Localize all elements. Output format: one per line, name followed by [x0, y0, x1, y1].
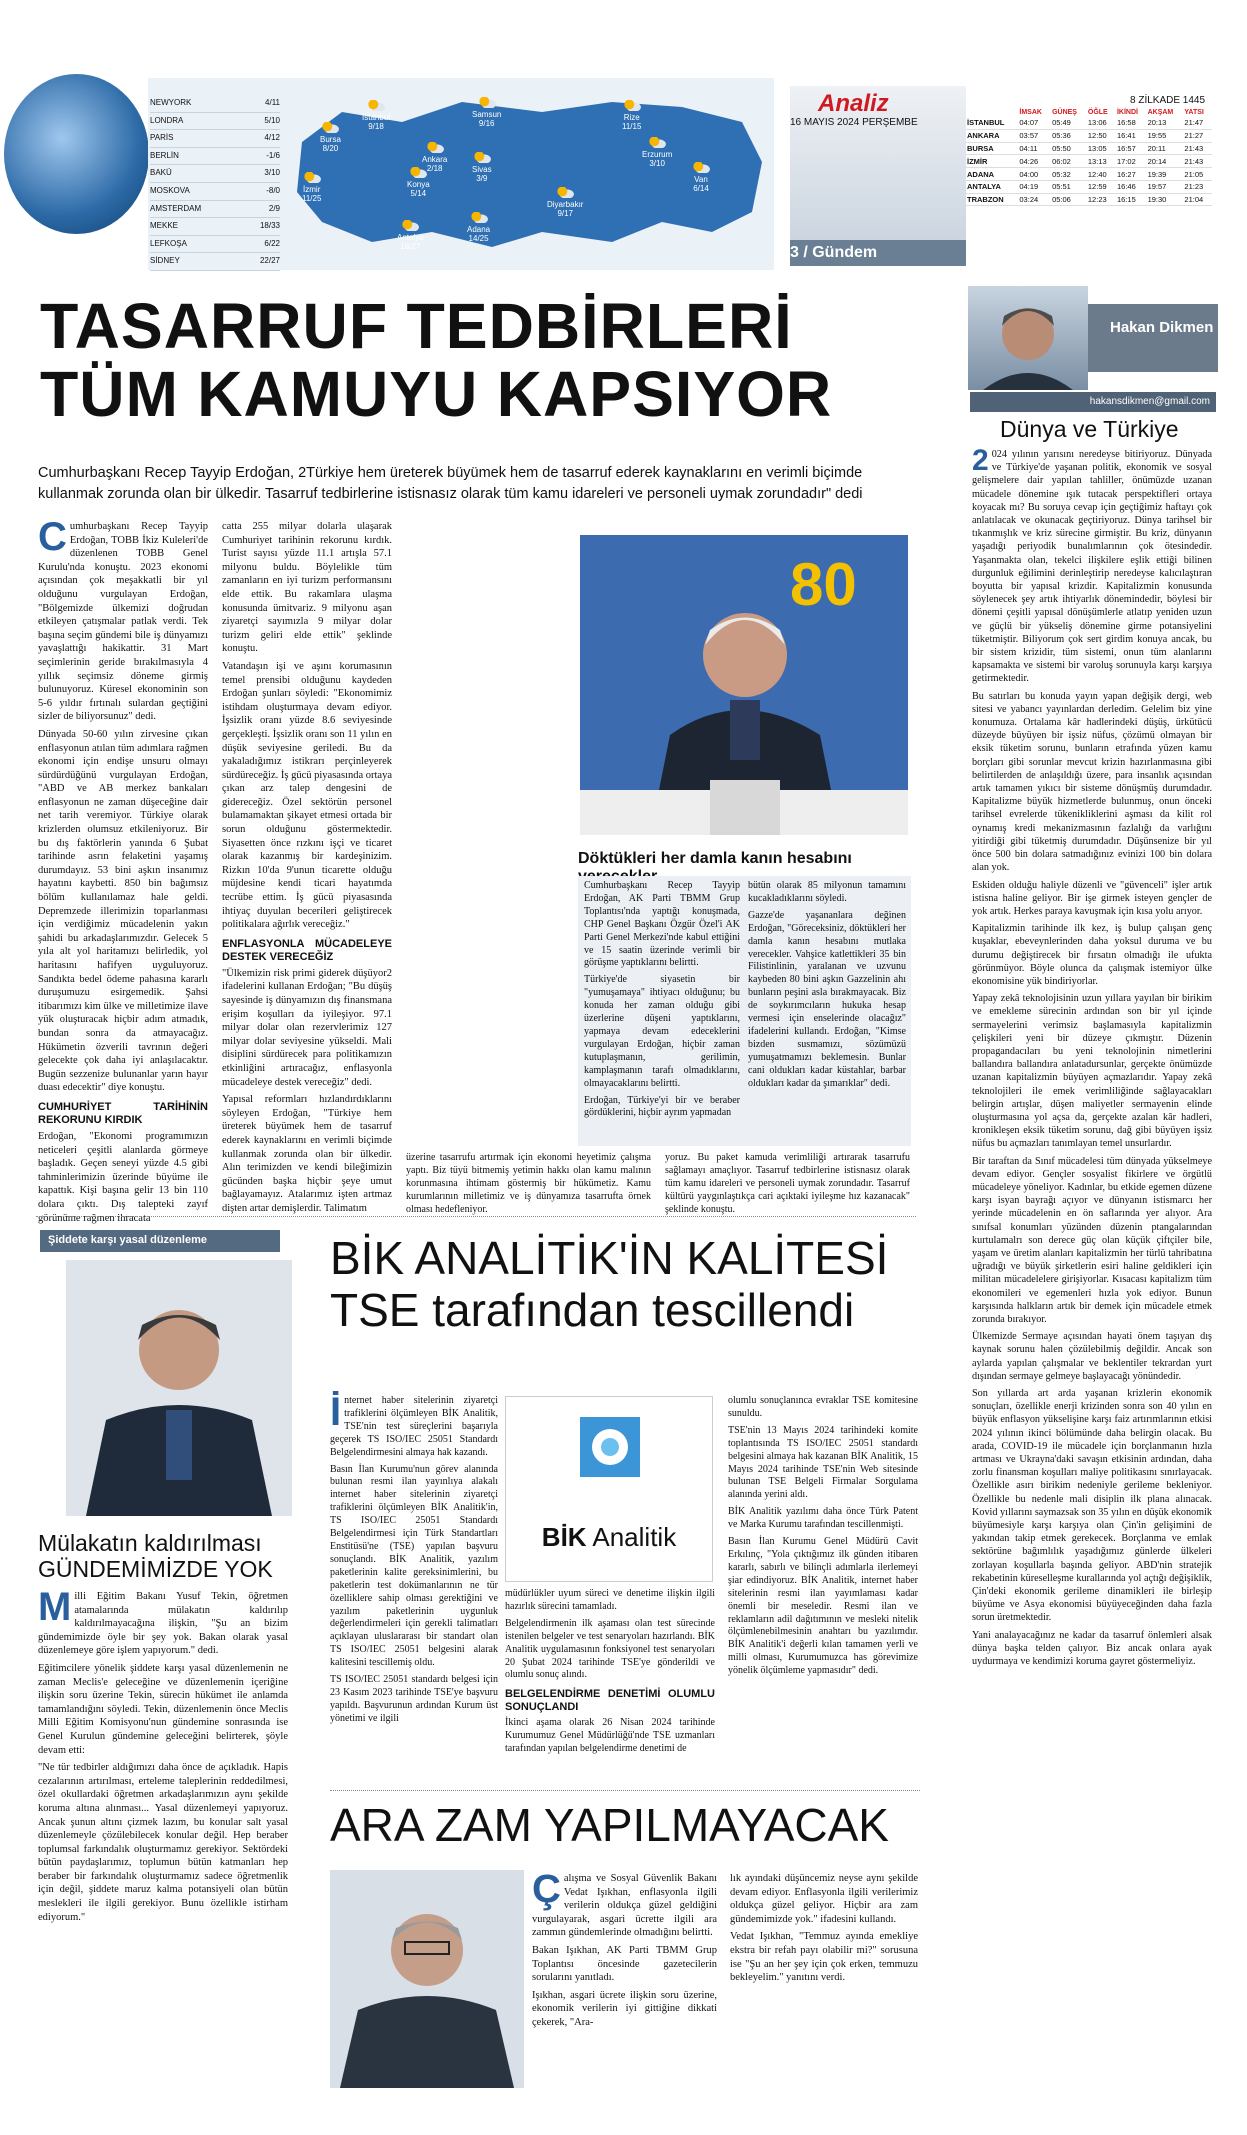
paragraph: nternet haber sitelerinin ziyaretçi trafiklerini ölçümleyen BİK Analitik, TSE'nin test süreçlerini başarıyla geçerek TS ISO/IEC 25051 Standardı Belgelendirmesini almaya hak kazandı. [330, 1395, 498, 1458]
prayer-row [966, 155, 1212, 168]
turkey-city-weather [622, 100, 641, 131]
prayer-time: 04:00 [1018, 168, 1051, 181]
paragraph: Basın İlan Kurumu Genel Müdürü Cavit Erkılınç, "Yola çıktığımız ilk günden itibaren kararlı, sabırlı ve bilinçli adımlarla ilerlemeyi şiar edindiyoruz. BİK Analitik, internet haber sitelerinin resmi ilan yayımlaması kadar önemli bir meseledir. Resmi ilan ve reklamların adil dağıtımının ve mesleki nitelik ölçümlenebilmesinin anahtarı bu yazılımdır. BİK Analitik'i değerli kılan tamamen yerli ve milli olması, Kurumumuzca has görevimize yönelik ölçümleme yapmasıdır" dedi. [728, 1536, 918, 1677]
world-temp: 4/12 [264, 133, 280, 143]
turkey-city-temp: 11/25 [302, 194, 322, 203]
paragraph: Son yıllarda art arda yaşanan krizlerin ekonomik sonuçları, özellikle enerji krizinden sonra son 40 yılın en büyük enflasyon yükselişine karşı faiz artırımlarının etkisi 2024 yılının ikinci bölümünde daha belirgin olacak. Bu arada, COVID-19 ile mücadele için borçlanmanın hızla artması ve Ukrayna'daki savaşın etkisinin ardından, daha zorlu finansman koşulları maliye politikasını sınırlayacak. Özellikle asırı birikim nedeniyle gerileme bekleniyor. Özellikle bu nedenle mali disiplin ilk plana alınacak. Kovid yıllarını saymazsak son 35 yılın en düşük ekonomik büyümesiyle karşı karşıya olan Çin'in gelişimini de yakından takip etmek gerekecek. Borçlanma ve emlak sektörüne bağımlılık yaşadığımız günlerde ülkeleri zorlayan koşullarla başında geliyor. ABD'nin stratejik rekabetinin küreselleşme kurallarında yol açtığı değişiklik, Çin'deki ekonomik gerileme dinamikleri ile birleşip büyüme ve Asya ekonomisi büyüyeceğinden daha fazla sorun üretmektedir. [972, 1388, 1212, 1624]
prayer-time: 04:07 [1018, 117, 1051, 129]
prayer-time: 06:02 [1051, 155, 1087, 168]
divider [330, 1790, 920, 1791]
zam-column-1 [532, 1867, 717, 2034]
paragraph: bütün olarak 85 milyonun tamamını kucakladıklarını söyledi. [748, 880, 906, 904]
tekin-headline: Mülakatın kaldırılması GÜNDEMİMİZDE YOK [38, 1530, 273, 1582]
main-column-3 [406, 1152, 651, 1221]
tekin-figure [66, 1260, 292, 1516]
world-temp: 2/9 [268, 203, 280, 213]
world-weather-row [150, 236, 280, 254]
prayer-time: 19:57 [1147, 180, 1184, 193]
turkey-city-weather [320, 122, 341, 153]
weather-icon [692, 162, 710, 173]
paragraph: Türkiye'de siyasetin bir "yumuşamaya" ihtiyacı olduğunu; bu konuda her zaman olduğu gibi üzerlerine düşeni yaptıklarını, yapmaya devam edeceklerini vurgulayan Erdoğan, hiçbir zaman kutuplaşmanın, gerilimin, kamplaşmanın tarafı olmadıklarını, olmayacaklarını belirtti. [584, 974, 740, 1089]
bik-logo-analitik: Analitik [592, 1522, 677, 1552]
turkey-city-name: Ankara [422, 155, 448, 164]
prayer-time: 05:50 [1051, 142, 1087, 155]
prayer-time: 12:59 [1087, 180, 1116, 193]
bik-headline-line1: BİK ANALİTİK'İN KALİTESİ [330, 1232, 889, 1284]
paragraph: alışma ve Sosyal Güvenlik Bakanı Vedat Işıkhan, enflasyonla ilgili verilerin oldukça güzel geldiğini vurgulayarak, asgari ücrette ilgili ara zammın gündemlerinde olmadığını belirtti. [532, 1873, 717, 1939]
prayer-time: 05:06 [1051, 193, 1087, 206]
prayer-time: 21:47 [1183, 117, 1212, 129]
tekin-photo [66, 1260, 292, 1516]
prayer-time: 19:39 [1147, 168, 1184, 181]
author-email: hakansdikmen@gmail.com [970, 392, 1216, 412]
prayer-time: 16:27 [1116, 168, 1147, 181]
turkey-city-weather [472, 97, 501, 128]
author-figure [968, 286, 1088, 390]
paragraph: illi Eğitim Bakanı Yusuf Tekin, öğretmen atamalarında mülakatın kaldırılıp kaldırılmayacağına ilişkin, "Şu an bizim gündemimizde öyle bir şey yok. Bakan olarak yasal düzenlemeye göre işlem yapıyorum." dedi. [38, 1591, 288, 1657]
prayer-city: ANTALYA [966, 180, 1018, 193]
world-weather-list [150, 95, 280, 271]
gaza-headline: Döktükleri her damla kanın hesabını [578, 850, 852, 867]
prayer-time: 19:30 [1147, 193, 1184, 206]
zam-headline: ARA ZAM YAPILMAYACAK [330, 1799, 889, 1851]
prayer-time: 16:57 [1116, 142, 1147, 155]
prayer-time: 13:05 [1087, 142, 1116, 155]
weather-icon [426, 142, 444, 153]
turkey-city-weather [692, 162, 710, 193]
prayer-row [966, 117, 1212, 129]
paragraph: Bir taraftan da Sınıf mücadelesi tüm dünyada yükselmeye devam ediyor. Gençler sosyalist fikirlere ve örgütlü mücadeleye yöneliyor. Kadınlar, bu etkide egemen düzene karşı isyan bayrağı açıyor ve dünyanın istismarcı her yerinde mücadelenin en ön saflarında yer alıyor. Ara sınıfsal konumları yüzünden düzenin ptangalarından kurtulamalrı son derece güç olan küçük çiftçiler bile, yaşam ve üretim alanları kapitalizmin her türlü tahribatına uğradığı ve büyük şirketlerin esiri haline geldikleri için militan mücadelelere girişiyorlar. Kısacası kapitalizm tüm ekonomileri ve egemenleri hızla yok ediyor. Bunun karşısında halkların artık bir demek için mücadele etmek zorunda bırakıyor. [972, 1155, 1212, 1325]
world-temp: 6/22 [264, 238, 280, 248]
main-deck: Cumhurbaşkanı Recep Tayyip Erdoğan, 2Türkiye hem üreterek büyümek hem de tasarruf ederek kaynaklarını en verimli biçimde kullanmak zorunda olan bir ülkedir. Tasarruf tedbirlerine istisnasız olarak tüm kamu idareleri ve personeli uymak zorundadır" dedi [38, 465, 863, 502]
world-city: SİDNEY [150, 256, 180, 266]
weather-icon [409, 167, 427, 178]
prayer-row [966, 193, 1212, 206]
weather-icon [648, 137, 666, 148]
section-label: 3 / Gündem [790, 244, 878, 261]
world-temp: -8/0 [266, 185, 280, 195]
turkey-city-temp: 18/27 [400, 242, 421, 251]
zam-column-2 [730, 1872, 918, 1989]
prayer-row [966, 180, 1212, 193]
turkey-city-weather [472, 152, 492, 183]
world-temp: 4/11 [265, 98, 280, 107]
prayer-city: ANKARA [966, 129, 1018, 142]
paragraph: olumlu sonuçlanınca evraklar TSE komitesine sunuldu. [728, 1395, 918, 1419]
weather-icon [303, 172, 321, 183]
main-column-1 [38, 515, 208, 1229]
prayer-time: 21:43 [1183, 142, 1212, 155]
prayer-row [966, 142, 1212, 155]
prayer-header: AKŞAM [1147, 109, 1174, 116]
turkey-city-name: Erzurum [642, 150, 673, 159]
prayer-city: TRABZON [966, 193, 1018, 206]
erdogan-figure [580, 535, 908, 835]
turkey-city-weather [467, 212, 490, 243]
turkey-city-weather [397, 220, 424, 251]
paragraph: Yapay zekâ teknolojisinin uzun yıllara yayılan bir birikim ve emekleme sürecinin ardından son bir yıl içinde sermayelerini verimsiz başlamasıyla kapitalizmin çelişkileri yeni bir düzeye çıkmıştır. Düzenin propagandacıları bu yeni teknolojinin nimetlerini ballandıra ballandıra anlatadursunlar, gerçekte önümüzde uzanan kapitalizmin büyüyen açmazlarıdır. Yapay zekâ teknolojileri ile emek verimliliğinde sağlayacakları belirgin artışlar, düşen maliyetler sermayenin elinde oluşturmasına yol açsa da, gerçekte azalan kâr hadleri, kronikleşen eksik tüketim sorunu, dağ gibi büyüyen işsiz nüfus bu açmazları tanımlayan temel unsurlardır. [972, 993, 1212, 1150]
world-weather-row [150, 218, 280, 236]
author-name: Hakan Dikmen [1110, 319, 1214, 336]
paragraph: Işıkhan, asgari ücrete ilişkin soru üzerine, ekonomik verilerin iyi gittiğine dikkati çekerek, "Ara- [532, 1989, 717, 2028]
prayer-city: İZMİR [966, 155, 1018, 168]
weather-icon [367, 100, 385, 111]
paragraph: catta 255 milyar dolarla ulaşarak Cumhuriyet tarihinin rekorunu kırdık. Turist sayısı yüzde 11.1 artışla 57.1 milyonu buldu. Böylelikle tüm zamanların en iyi turizm performansını elde ettik. Bu rakamlara ulaşma konusunda ümitvariz. 9 milyonu aşan ziyaretçi sayımızla 9 milyar dolar turizm geliri elde ettik" şeklinde konuştu. [222, 521, 392, 655]
prayer-time: 20:13 [1147, 117, 1184, 129]
prayer-time: 04:26 [1018, 155, 1051, 168]
divider [36, 1216, 916, 1217]
paragraph: Bu satırları bu konuda yayın yapan değişik dergi, web sitesi ve yabancı yayınlardan derledim. Gelelim biz yine konumuza. Ortalama kâr hadlerindeki düşüş, ürkütücü düzeyde büyüyen bir işsiz nüfus, çözümü olmayan bir eksik tüketim sorunu, bunların etrafında yüzen kamu borçları gibi sorunlar mevcut krizin hazırlanmasına gibi belirtilerden de anlaşıldığı üzere, para insanlık açısından artık tamamen yıkıcı bir sisteme dönüşmüş durumdadır. Kapitalizme büyük hizmetlerde bulunmuş, onun önceki tarihsel evrelerde tükenikliklerini aşması da kilit rol oynamış kredi mekanizmasının fazlalığı da varlığını yitirdiği gibi tüketmiş durumdadır. Düşünsenize bir yıl önce 500 bin dolara satmadığınız evinizi 100 bin dolara alan yok. [972, 690, 1212, 874]
subheading: ENFLASYONLA MÜCADELEYE DESTEK VERECEĞİZ [222, 937, 392, 963]
prayer-time: 12:50 [1087, 129, 1116, 142]
turkey-city-temp: 9/18 [368, 122, 384, 131]
prayer-header: İKİNDİ [1116, 109, 1138, 116]
bik-column-3 [728, 1395, 918, 1682]
column-title: Dünya ve Türkiye [1000, 416, 1179, 442]
paragraph: Kapitalizmin tarihinde ilk kez, iş bulup çalışan genç kuşaklar, ebeveynlerinden daha yoksul duruma ve bu durumu değiştirecek bir fırsatın olmadığı ile ufukta görünmüyor. Böyle olunca da çalışmak istemiyor ülke ekonomisine yük bindiriyorlar. [972, 923, 1212, 987]
paragraph: müdürlükler uyum süreci ve denetime ilişkin ilgili hazırlık sürecini tamamladı. [505, 1588, 715, 1612]
paragraph: umhurbaşkanı Recep Tayyip Erdoğan, TOBB İkiz Kuleleri'de düzenlenen TOBB Genel Kurulu'nda konuştu. 2023 ekonomi açısından çok meşakkatli bir yıl olduğunu vurgulayan Erdoğan, "Bölgemizde ülkemizi doğrudan etkileyen çatışmalar patlak verdi. Tek başına seçim gündemi bile iş dünyamızı yavaşlattığı hakikattir. 31 Mart seçimlerinin geride bırakılmasıyla 4 yıllık seçimsiz döneme girmiş bulunuyoruz. Küresel ekonominin son 5-6 yıldır fırtınalı sulardan geçtiğini sizler de biliyorsunuz" dedi. [38, 521, 208, 723]
paragraph: Eğitimcilere yönelik şiddete karşı yasal düzenlemenin ne zaman Meclis'e geleceğine ve düzenlemenin içeriğine ilişkin soru üzerine Tekin, sürecin hükümet ile anlamda tamamlandığını söyledi. Tekin, düzenlemenin önce Meclis Milli Eğitim Komisyonu'nun gündemine sonrasında ise Genel Kurulun gündemine geleceğini belirterek, şöyle devam etti: [38, 1662, 288, 1756]
turkey-city-weather [302, 172, 321, 203]
bik-logo-text [506, 1522, 712, 1552]
prayer-city: BURSA [966, 142, 1018, 155]
author-photo [968, 286, 1088, 390]
prayer-row [966, 129, 1212, 142]
prayer-time: 21:43 [1183, 155, 1212, 168]
hijri-date: 8 ZİLKADE 1445 [1130, 95, 1206, 106]
weather-icon [556, 187, 574, 198]
main-column-4 [665, 1152, 910, 1221]
paragraph: Erdoğan, Türkiye'yi bir ve beraber gördüklerini, hiçbir ayrım yapmadan [584, 1094, 740, 1119]
prayer-time: 13:13 [1087, 155, 1116, 168]
turkey-city-name: Rize [623, 113, 640, 122]
prayer-time: 04:19 [1018, 180, 1051, 193]
paragraph: BİK Analitik yazılımı daha önce Türk Patent ve Marka Kurumu tarafından tescillenmişti. [728, 1506, 918, 1531]
prayer-city: ADANA [966, 168, 1018, 181]
paragraph: Belgelendirmenin ilk aşaması olan test sürecinde istenilen belgeler ve test senaryoları hazırlandı. BİK Analitik uygulamasının fonksiyonel test senaryoları 20 Şubat 2024 tarihinde TSE'ye gönderildi ve olumlu sonuç alındı. [505, 1617, 715, 1681]
turkey-city-temp: 6/14 [693, 184, 709, 193]
bik-column-2 [505, 1588, 715, 1760]
turkey-weather-map [282, 82, 772, 267]
issue-date: 16 MAYIS 2024 PERŞEMBE [790, 117, 918, 128]
world-weather-row [150, 201, 280, 219]
dropcap: 2 [972, 444, 989, 477]
world-city: AMSTERDAM [150, 203, 202, 213]
section-tag: Şiddete karşı yasal düzenleme [40, 1230, 280, 1252]
paragraph: Ülkemizde Sermaye açısından hayati önem taşıyan dış kaynak sorunu halen çözülebilmiş değildir. Ancak son aylarda yapılan çalışmalar ve beklentiler tekrardan yurt dışından sermaye gelmeye başlayacağı yönündedir. [972, 1331, 1212, 1382]
world-city: MOSKOVA [150, 185, 190, 195]
opinion-column [972, 444, 1212, 1672]
prayer-header: YATSI [1184, 109, 1204, 116]
world-temp: -1/6 [266, 150, 280, 160]
erdogan-photo [580, 535, 908, 835]
world-city: NEWYORK [150, 98, 192, 107]
prayer-time: 03:57 [1018, 129, 1051, 142]
world-city: MEKKE [150, 221, 179, 231]
prayer-header: ÖĞLE [1087, 109, 1108, 116]
isikhan-figure [330, 1870, 524, 2088]
prayer-time: 16:41 [1116, 129, 1147, 142]
subheading: CUMHURİYET TARİHİNİN REKORUNU KIRDIK [38, 1100, 208, 1126]
bik-column-1 [330, 1390, 498, 1730]
prayer-time: 21:04 [1183, 193, 1212, 206]
prayer-time: 03:24 [1018, 193, 1051, 206]
turkey-city-temp: 3/10 [649, 159, 665, 168]
prayer-time: 05:49 [1051, 117, 1087, 129]
prayer-time: 13:06 [1087, 117, 1116, 129]
paragraph: TS ISO/IEC 25051 standardı belgesi için 23 Kasım 2023 tarihinde TSE'ye başvuru yapıldı. Başvurunun ardından Kurum üst yönetimi ve ilgili [330, 1674, 498, 1724]
turkey-city-name: Sivas [472, 165, 492, 174]
paragraph: Erdoğan, "Ekonomi programımızın neticeleri çeşitli alanlarda görmeye başladık. Geçen seneyi yüzde 4.5 gibi tahminlerimizin üzerinde büyüme ile kapattık. Kişi başına gelir 13 bin 110 dolara çıktı. Dış talepteki zayıf görünüme rağmen ihracata [38, 1130, 208, 1224]
weather-icon [623, 100, 641, 111]
paragraph: Vedat Işıkhan, "Temmuz ayında emekliye ekstra bir refah payı olabilir mi?" sorusuna ise "Şu an her şey için çok erken, temmuzu bekleyelim." yanıtını verdi. [730, 1931, 918, 1984]
prayer-city: İSTANBUL [966, 117, 1018, 129]
prayer-time: 21:27 [1183, 129, 1212, 142]
turkey-city-temp: 9/17 [557, 209, 574, 218]
turkey-city-temp: 9/16 [478, 119, 495, 128]
paragraph: Vatandaşın işi ve aşını korumasının temel prensibi olduğunu kaydeden Erdoğan şunları söyledi: "Ekonomimiz istihdam oluşturmaya devam ediyor. İşsizlik oranı yüzde 8.6 seviyesinde gerçekleşti. İşsizlik oranı son 11 yılın en düşük seviyesine geriledi. Bu da yakaladığımız istikrarı perçinleyerek sürdüreceğiz. İş gücü piyasasında ortaya çıkan arz talep dengesini de gidereceğiz. Özel sektörün personel bulamamaktan şikayet etmesi ortada bir sorun olduğunu göstermektedir. Siyasetten önce rızkını işçi ve ticaret olarak kazanmış bir kardeşinizim. Rizkın 10'da 9'unun ticarette olduğu müjdesine kendi ticari hayatımda tecrübe ettim. İş gücü piyasasında ihtiyaç duyulan becerileri geliştirecek politikalara ağırlık vereceğiz." [222, 660, 392, 931]
prayer-time: 05:51 [1051, 180, 1087, 193]
world-weather-row [150, 113, 280, 131]
prayer-time: 21:05 [1183, 168, 1212, 181]
prayer-time: 12:40 [1087, 168, 1116, 181]
prayer-time: 05:32 [1051, 168, 1087, 181]
world-city: LONDRA [150, 115, 184, 125]
turkey-city-temp: 5/14 [410, 189, 427, 198]
paragraph: Yapısal reformları hızlandırdıklarını söyleyen Erdoğan, "Türkiye hem üreterek büyümek hem de tasarruf ederek kaynaklarını en verimli biçimde kullanmak zorunda olan bir ülkedir. Alın terimizden ve kendi bileğimizin gücünden başka hiçbir şeye umut bağlayamayız. Atalarımız işten artmaz dişten artar demişlerdir. Talimatım [222, 1094, 392, 1214]
world-city: BAKÜ [150, 168, 172, 178]
world-weather-row [150, 183, 280, 201]
turkey-city-temp: 8/20 [322, 144, 339, 153]
turkey-city-temp: 11/15 [622, 122, 642, 131]
world-weather-row [150, 95, 280, 113]
weather-icon [478, 97, 496, 108]
prayer-row [966, 168, 1212, 181]
prayer-time: 05:36 [1051, 129, 1087, 142]
prayer-time: 20:14 [1147, 155, 1184, 168]
turkey-city-name: İstanbul [362, 113, 391, 122]
turkey-city-weather [362, 100, 390, 131]
paragraph: Cumhurbaşkanı Recep Tayyip Erdoğan, AK Parti TBMM Grup Toplantısı'nda yaptığı konuşmada, CHP Genel Başkanı Özgür Özel'i AK Parti Genel Merkezi'nde kabul ettiğini ve 15 saatin üzerinde verimli bir görüşme yaptıklarını belirtti. [584, 880, 740, 969]
prayer-time: 20:11 [1147, 142, 1184, 155]
world-city: LEFKOŞA [150, 238, 187, 248]
dropcap: İ [330, 1390, 342, 1434]
bik-headline [330, 1232, 920, 1336]
paragraph: yoruz. Bu paket kamuda verimliliği artırarak tasarrufu sağlamayı amaçlıyor. Tasarruf tedbirlerine istisnasız olarak tüm kamu idareleri ve personeli uymak zorundadır. Tasarruf kültürü yaygınlaştıkça cari açıktaki iyileşme hız kazanacak" şeklinde konuştu. [665, 1152, 910, 1215]
turkey-city-temp: 3/9 [476, 174, 488, 183]
paragraph: Bakan Işıkhan, AK Parti TBMM Grup Toplantısı öncesinde gazetecilerin sorularını yanıtladı. [532, 1944, 717, 1984]
prayer-header: İMSAK [1019, 109, 1042, 116]
prayer-time: 04:11 [1018, 142, 1051, 155]
paragraph: Dünyada 50-60 yılın zirvesine çıkan enflasyonun atılan tüm adımlara rağmen ekonomi için endişe unsuru olmayı sürdürdüğünü vurgulayan Erdoğan, "ABD ve AB merkez bankaları enflasyonun ne zaman düşeceğine dair net tarih veremiyor. Türkiye olarak krizlerden olumsuz etkileniyoruz. Bir bu dış faktörlerin yanında 6 Şubat tarihinde asrın felaketini yaşamış durumdayız. 53 bini aşkın insanımız hayatını kaybetti. 850 bin bağımsız bölüm kullanılamaz hale geldi. Depremzede illerimizin toparlanması için verdiğimiz mücadelenin yakın şahidi bu arkadaşlarımızdır. Gelecek 5 yıla alt yol haritamızı belirledik, yol haritasını hafifyen uyguluyoruz. Sandıkta bedel ödeme pahasına kararlı duruşumuzu esirgemedik. Şahsi itibarımızı kim ülke ve milletimize ilave yük oluşturacak hiçbir adım atmadık, bundan sonra da atmayacağız. Hükümetin özverili tavrının değeri gelecekte çok daha iyi anlaşılacaktır. Bugün sezzenize bulunanlar yarın hayır duası edecektir" diye konuştu. [38, 728, 208, 1094]
turkey-city-weather [547, 187, 583, 218]
turkey-city-weather [407, 167, 430, 198]
paragraph: "Ülkemizin risk primi giderek düşüyor2 ifadelerini kullanan Erdoğan; "Bu düşüş sayesinde iş dünyamızın dış finansmana erişim koşulları da iyileşiyor. 97.1 milyar dolar olan rezervlerimiz 127 milyar dolar seviyesine yükseldi. Mali disiplini sürdürecek para politikamızın etkinliğini artıracağız, enflasyonla mücadeleye destek vereceğiz" dedi. [222, 967, 392, 1088]
turkey-city-weather [642, 137, 672, 168]
turkey-city-name: Konya [407, 180, 430, 189]
author-name-box [1088, 304, 1218, 372]
turkey-city-name: Van [694, 175, 708, 184]
dropcap: M [38, 1585, 72, 1629]
world-weather-row [150, 253, 280, 271]
paragraph: Gazze'de yaşananlara değinen Erdoğan, "Göreceksiniz, döktükleri her damla kanın hesabını mutlaka verecekler. Vahşice katlettikleri 35 bin Filistinlinin, yaralanan ve uzvunu kaybeden 80 bini aşkın Gazzelinin ahı bunların peşini asla bırakmayacak. Biz de soykırımcıların hukuka hesap vermesi için enselerinde olacağız" ifadelerini kullandı. Erdoğan, "Kimse bizden susmamızı, sözümüzü yumuşatmamızı beklemesin. Bunlar cani oldukları kadar küstahlar, barbar oldukları kadar da şımarıklar" dedi. [748, 909, 906, 1089]
subheading: BELGELENDİRME DENETİMİ OLUMLU SONUÇLANDI [505, 1688, 715, 1714]
world-temp: 3/10 [264, 168, 280, 178]
weather-icon [321, 122, 339, 133]
paragraph: İkinci aşama olarak 26 Nisan 2024 tarihinde Kurumumuz Genel Müdürlüğü'nde TSE uzmanları tarafından yapılan belgelendirme denetimi de [505, 1717, 715, 1755]
paragraph: Eskiden olduğu haliyle düzenli ve "güvenceli" işler artık istisna haline geliyor. Bir işe girmek isteyen gençler de yok artık. Herkes paraya kavuşmak için kısa yolu arıyor. [972, 879, 1212, 917]
prayer-time: 19:55 [1147, 129, 1184, 142]
gaza-column-right [748, 880, 906, 1095]
weather-icon [473, 152, 491, 163]
paragraph: Yani analayacağınız ne kadar da tasarruf önlemleri alsak dünya başka telden çalıyor. Biz ancak onlara ayak uydurmaya ve kendimizi koruma gayret göstermeliyiz. [972, 1629, 1212, 1668]
prayer-time: 16:58 [1116, 117, 1147, 129]
dropcap: C [38, 515, 67, 559]
prayer-time: 12:23 [1087, 193, 1116, 206]
paragraph: üzerine tasarrufu artırmak için ekonomi heyetimiz çalışma yaptı. Biz tüyü bitmemiş yetimin hakkı olan kamu malının korunmasına ihtimam göstermiş bir hükümetiz. Kamu kurumlarının milletimiz ve iş dünyamıza tasarrufta örnek olması hedefleniyor. [406, 1152, 651, 1215]
paragraph: 024 yılının yarısını neredeyse bitiriyoruz. Dünyada ve Türkiye'de yaşanan politik, ekonomik ve sosyal gelişmelere dair yapılan tahliller, önümüzde uzanan mücadele dönemine ışık tutacak perspektifleri ortaya koyacak mı? Bu soruya cevap için geçtiğimiz haftayı çok anlatılacak ve okunacak geçtiriyoruz. Dünya tarihsel bir tıkanmışlık ve kriz sürecine girmiştir. Bu kriz, dünyanın yaşadığı periyodik bunalımlarının çok ötesindedir. Yaşanmakta olan, tekelci ilişkilere eşlik ettiği bilinen durgunluk eğilimini derinleştirip neredeyse kalıcılaştıran boyutta bir yapısal krizdir. Kapitalizmin konusunda söylenecek şey artık ihtiyarlık dönemindedir, böylesi bir dönemi çeşitli yapısal dönüşümlerle atlatıp yeniden uzun ve güçlü bir yükseliş dönemine girme potansiyelini tüketmiştir. Biliyorum çok sert girdim konuya ancak, bu bir sistem krizidir, tüm sistemi, onun tüm alanlarını kapsamakta ve sistemi bir varoluş sorunuyla karşı karşıya getirmektedir. [972, 449, 1212, 685]
tekin-column [38, 1585, 288, 1928]
turkey-city-name: Samsun [472, 110, 502, 119]
weather-icon [470, 212, 488, 223]
paragraph: "Ne tür tedbirler aldığımızı daha önce de açıkladık. Hapis cezalarının artırılması, erteleme taleplerinin reddedilmesi, özel okullardaki öğretmen arkadaşlarımızın aynı şekilde koruma altına alınması... Yasal düzenlemeyi yapıyoruz. Ancak şunun altını çizmek lazım, bu konular salt yasal düzenlemeyle çözülebilecek konular değil. Hep beraber toplumsal farkındalık oluşturmamız gerekiyor. Sektördeki bütün paydaşlarımız, toplumun bütün katmanları hep beraber bir farkındalık oluşturmamız sadece öğretmenlik için değil, şiddete maruz kalma potansiyeli olan bütün meslekleri ile ilgili gerekiyor. Bunu özellikle istirham ediyorum." [38, 1762, 288, 1923]
turkey-city-name: Antalya [397, 233, 424, 242]
main-headline: TASARRUF TEDBİRLERİ TÜM KAMUYU KAPSIYOR [40, 290, 833, 430]
bik-logo-mark [506, 1397, 714, 1517]
prayer-times-table [966, 108, 1212, 206]
prayer-time: 21:23 [1183, 180, 1212, 193]
world-temp: 18/33 [259, 221, 280, 231]
prayer-header: GÜNEŞ [1052, 109, 1077, 116]
world-temp: 22/27 [259, 256, 280, 266]
svg-text:80: 80 [790, 551, 857, 618]
turkey-city-temp: 2/18 [426, 164, 443, 173]
isikhan-photo [330, 1870, 524, 2088]
turkey-city-name: İzmir [303, 185, 321, 194]
prayer-time: 16:15 [1116, 193, 1147, 206]
analiz-logo: Analiz [818, 90, 889, 117]
bik-logo-bik: BİK [541, 1522, 587, 1552]
globe-graphic [4, 74, 149, 234]
turkey-city-name: Diyarbakır [547, 200, 584, 209]
world-city: PARİS [150, 133, 174, 143]
world-weather-row [150, 130, 280, 148]
bik-logo [505, 1396, 713, 1582]
bik-headline-line2: TSE tarafından tescillendi [330, 1284, 855, 1336]
paragraph: Basın İlan Kurumu'nun görev alanında bulunan resmi ilan yayınlıya alakalı internet haber sitelerinin ziyaretçi trafiklerini ölçümleyen BİK Analitik'in, TS ISO/IEC 25051 Standardı Belgelendirmesi için Türk Standartları Enstitüsü'ne (TSE) yapılan başvuru sonuçlandı. BİK Analitik, yazılım paketlerinin kalite gereksinimlerini, bu paketlerin test dokümanlarının ne tür özelliklere sahip olması gerektiğini ve yazılım paketlerinin uygunluk değerlendirmeleri için gerekli talimatları açıklayan uluslararası bir standart olan TS ISO/IEC 25051 belgesini alarak kalitesini tescillemiş oldu. [330, 1463, 498, 1669]
paragraph: lık ayındaki düşüncemiz neyse aynı şekilde devam ediyor. Enflasyonla ilgili verilerimiz oldukça güzel geliyor. Hiçbir ara zam gündemimizde yok." ifadesini kullandı. [730, 1873, 918, 1925]
paragraph: TSE'nin 13 Mayıs 2024 tarihindeki komite toplantısında TS ISO/IEC 25051 standardı belgesini almaya hak kazanan BİK Analitik, 15 Mayıs 2024 tarihinde TSE'nin Web sitesinde bulunan TSE Belgeli Firmalar Sorgulama alanında yerini aldı. [728, 1424, 918, 1501]
gaza-column-left [584, 880, 740, 1124]
turkey-city-name: Adana [467, 225, 491, 234]
prayer-time: 17:02 [1116, 155, 1147, 168]
main-column-2 [222, 520, 392, 1220]
world-temp: 5/10 [264, 115, 280, 125]
turkey-city-name: Bursa [320, 135, 341, 144]
prayer-time: 16:46 [1116, 180, 1147, 193]
world-weather-row [150, 165, 280, 183]
world-weather-row [150, 148, 280, 166]
dropcap: Ç [532, 1867, 561, 1911]
weather-icon [401, 220, 419, 231]
world-city: BERLİN [150, 150, 179, 160]
turkey-city-temp: 14/25 [468, 234, 489, 243]
